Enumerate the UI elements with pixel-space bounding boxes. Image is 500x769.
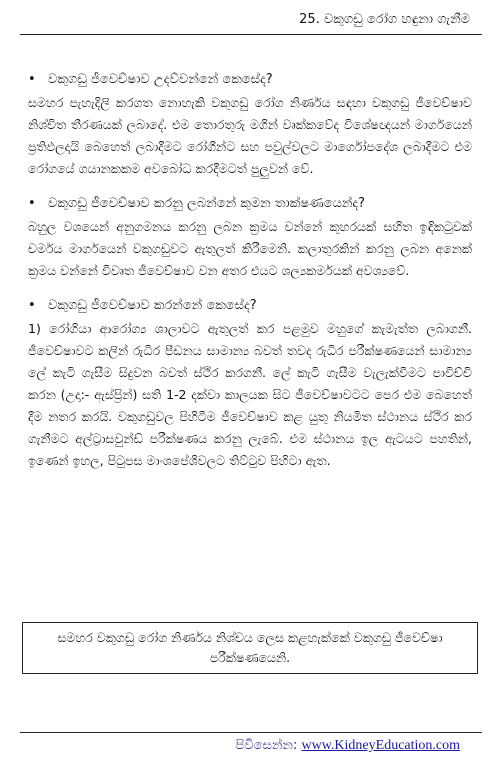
bullet-icon: • xyxy=(28,298,36,313)
answer-3: 1) රෝගියා ආරෝග්‍ය ශාලාවට ඇතුලත් කර පළමුව මහුගේ කැමැත්ත ලබාගනී. ජීවෙච්ෂාවට කලින් රුධිර පීඩනය සාමාන්‍ය බවත් තවද රුධිර පරීක්ෂණයෙන් සාමාන්‍ය ලේ කැටි ගැසීම සිදුවන බවත් ස්ථිර කරගනී. ලේ කැටි ගැසීම වැලැක්වීමට පාවිච්චි කරන (උදා:- ඇස්ප්‍රින්) සති 1-2 දක්වා කාලයක සිට ජීවෙච්ෂාවටට පෙර එම බෙහෙත් දීම නතර කරයි. වකුගඩුවල පිහිටීම ජීවෙච්ෂාව කළ යුතු නියමිත ස්ථානය ස්ථිර කර ගැනීමට අල්ට්‍රාසවුන්ඩ් පරීක්ෂණය කරනු ලැබේ. එම ස්ථානය ඉල ඇටයට පහතින්, ඉණෙන් ඉහල, පිටුපස මාංශපේශිවලට තිට්ටුව පිහිටා ඇත. xyxy=(28,321,472,468)
bullet-icon: • xyxy=(28,72,36,87)
question-3 xyxy=(28,296,472,316)
main-content xyxy=(28,70,472,486)
page-footer xyxy=(236,738,460,754)
page-title: 25. වකුගඩු රෝග හඳුනා ගැනීම xyxy=(299,12,470,27)
question-1 xyxy=(28,70,472,90)
question-2 xyxy=(28,194,472,214)
key-note-text: සමහර වකුගඩු රෝග නිර්ණය නිශ්චය ලෙස කළහැක්කේ වකුගඩු ජීවෙච්ෂා පරීක්ෂණයෙනි. xyxy=(57,630,443,665)
key-note-box xyxy=(22,622,478,674)
footer-label: පිවිසෙන්න: xyxy=(235,738,298,753)
website-link[interactable]: www.KidneyEducation.com xyxy=(301,738,460,753)
question-text: වකුගඩු ජීවෙච්ෂාව කරනු ලබන්නේ කුමන තාක්ෂණයෙන්ද? xyxy=(48,196,366,211)
question-text: වකුගඩු ජීවෙච්ෂාව උදව්වන්නේ කෙසේද? xyxy=(48,72,273,87)
bullet-icon: • xyxy=(28,196,36,211)
page-header xyxy=(20,8,482,35)
answer-2: බහුල වශයෙන් අනුගමනය කරනු ලබන ක්‍රමය වන්නේ කුහරයක් සහිත ඉඳිකටුවක් චර්මය මාර්ගයෙන් වකුගඩුවට ඇතුලත් කිරීමෙනි. කලාතුරකින් කරනු ලබන අනෙක් ක්‍රමය වන්නේ විවෘත ජීවෙච්ෂාව වන අතර එයට ශල්‍යකර්මයක් අවශ්‍යවේ. xyxy=(28,219,472,278)
answer-1: සමහර පැහැදිලි කරගත නොහැකි වකුගඩු රෝග නිර්ණය සඳහා වකුගඩු ජීවෙච්ෂාව නිශ්චිත තීරණයක් ලබාදේ. එම තොරතුරු මගින් වෘක්කවේද විශේෂඥයන් මාර්ගයෙන් ප්‍රතිඵලදායි බෙහෙත් ලබාදීමට රෝගීන්ට සහ පවුල්වලට මාර්ගෝපදේශ ලබාදීමට එම රෝගයේ ගයානකකම අවබෝධ කරදීමටත් පුලුවන් වේ. xyxy=(28,95,472,176)
question-text: වකුගඩු ජීවෙච්ෂාව කරන්නේ කෙසේද? xyxy=(48,298,257,313)
footer-divider xyxy=(20,732,482,733)
